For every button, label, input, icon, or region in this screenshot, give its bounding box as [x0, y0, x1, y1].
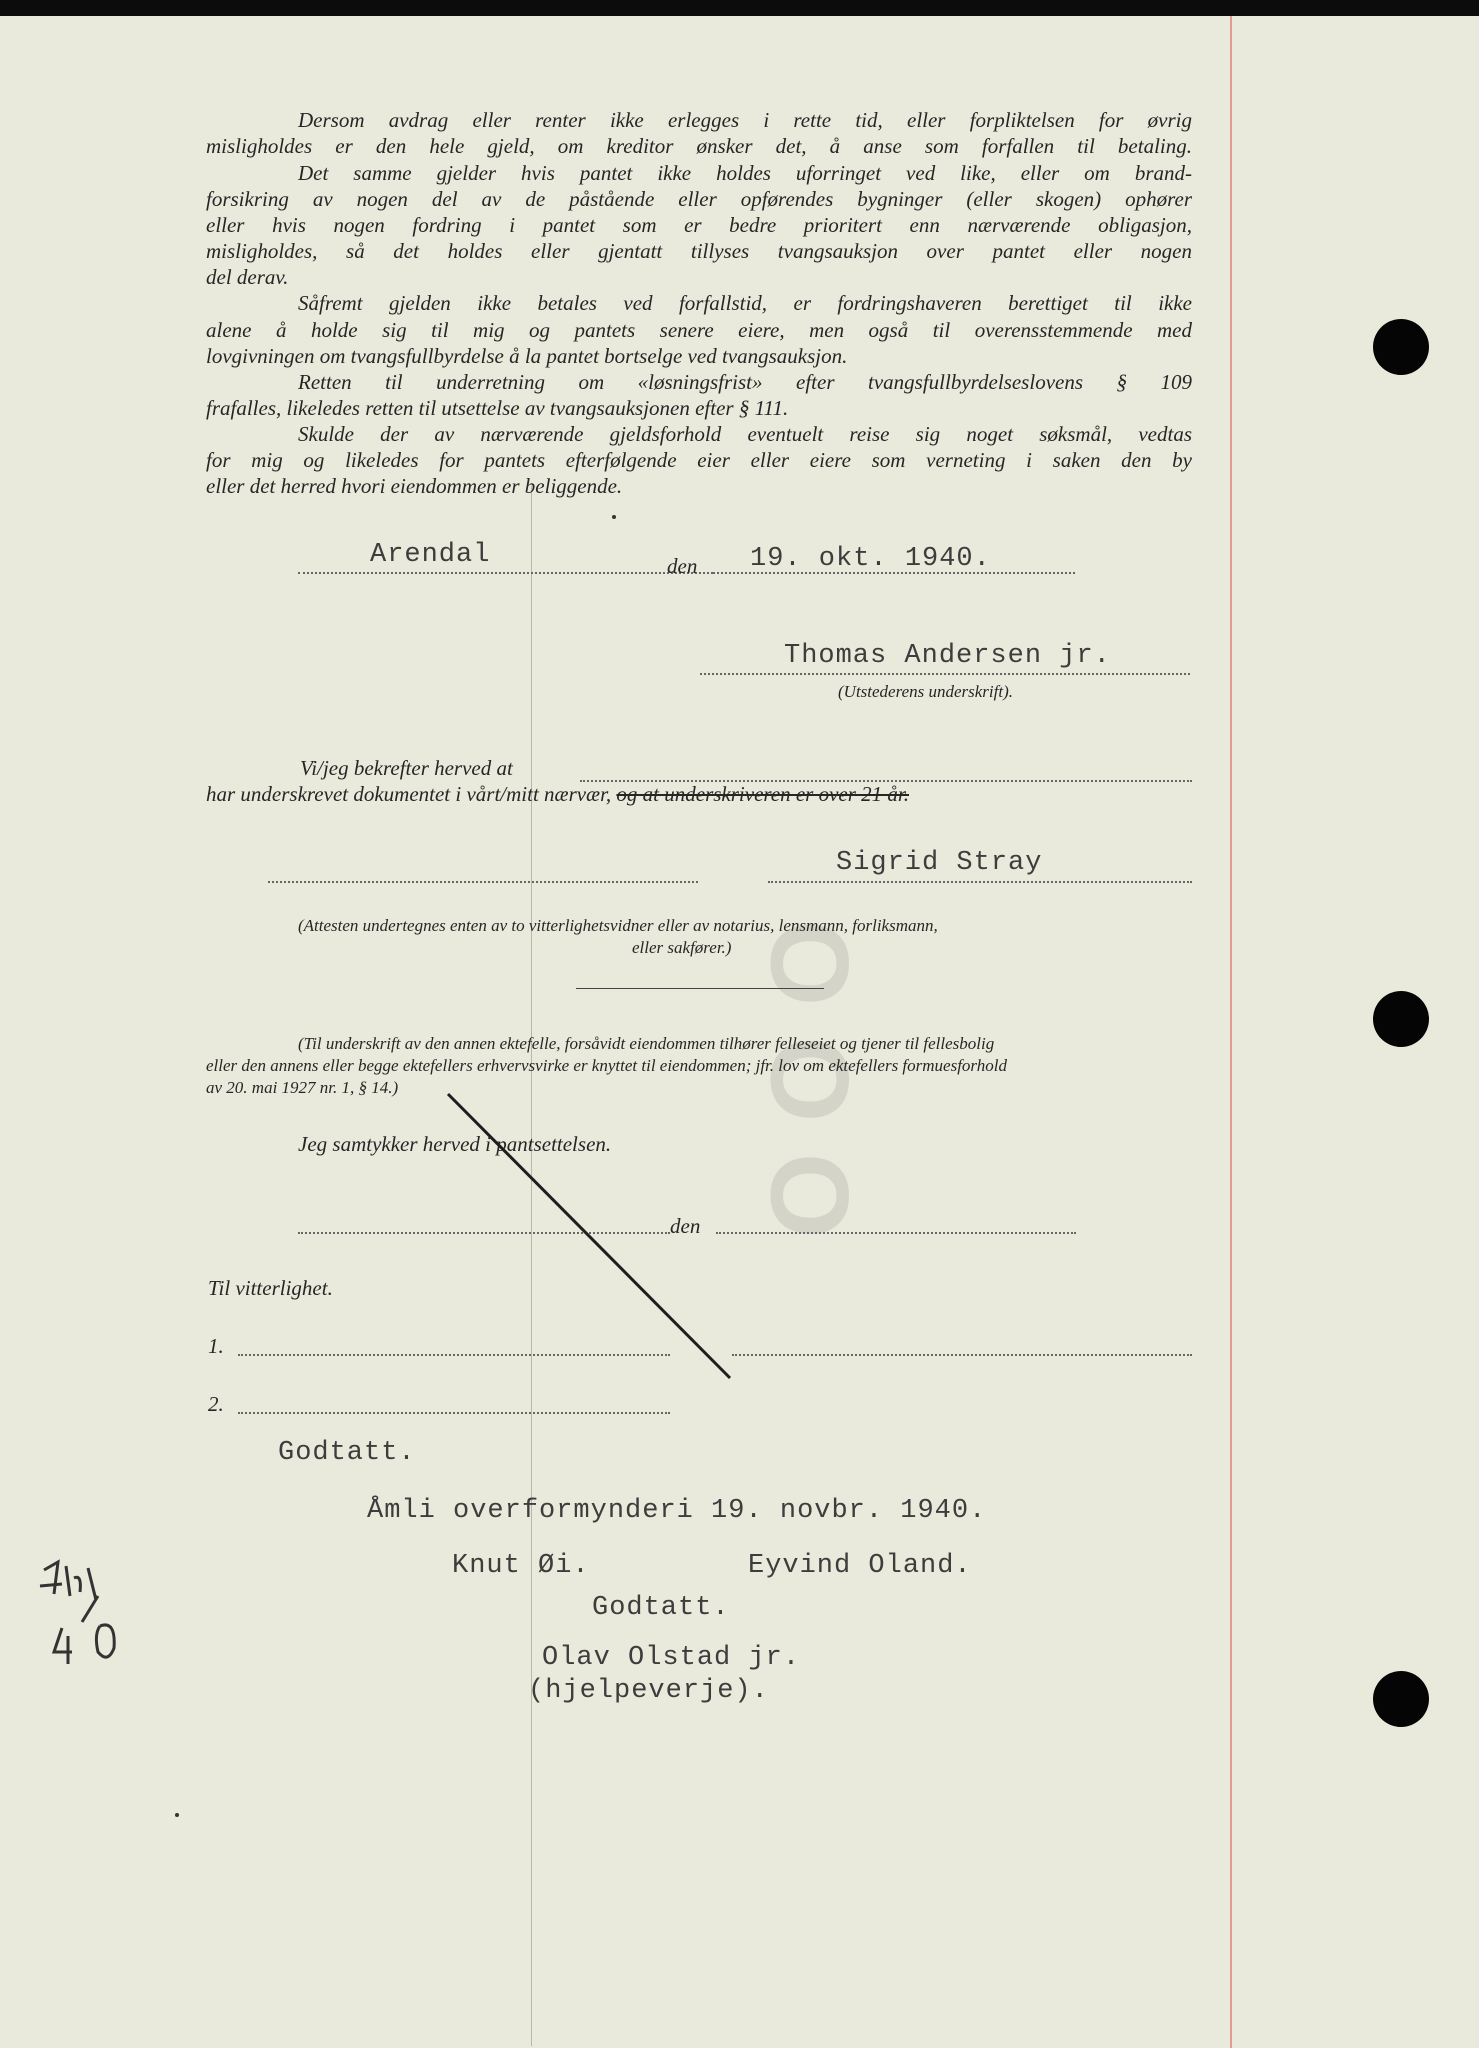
short-rule: [576, 988, 824, 989]
faint-stamp-mark: O O O: [747, 920, 871, 1239]
clause-line: Det samme gjelder hvis pantet ikke holdes uforringet ved like, eller om brand-: [298, 161, 1192, 185]
clause-line: Retten til underretning om «løsningsfrist» efter tvangsfullbyrdelseslovens § 109: [298, 370, 1192, 394]
witness-signature: Sigrid Stray: [836, 848, 1043, 878]
witness-line-2: [238, 1412, 670, 1414]
cross-out-stroke: [440, 1086, 740, 1386]
issue-place: Arendal: [370, 540, 491, 570]
witness-number-1: 1.: [208, 1334, 224, 1358]
approval-authority: Åmli overformynderi 19. novbr. 1940.: [367, 1496, 987, 1526]
clause-line: eller det herred hvori eiendommen er beliggende.: [206, 474, 623, 498]
spouse-dotted-line: [716, 1232, 1076, 1234]
witness-dotted-line: [768, 881, 1192, 883]
approval-signer-2: Eyvind Oland.: [748, 1551, 972, 1581]
clause-line: Dersom avdrag eller renter ikke erlegges i rette tid, eller forpliktelsen for øvrig: [298, 108, 1192, 132]
approval-signer-3: Olav Olstad jr.: [542, 1643, 801, 1673]
clause-line: alene å holde sig til mig og pantets senere eiere, men også til overensstemmende med: [206, 318, 1192, 342]
punch-hole: [1373, 991, 1429, 1047]
clause-line: forsikring av nogen del av de påstående eller opførendes bygninger (eller skogen) ophører: [206, 187, 1192, 211]
clause-line: Skulde der av nærværende gjeldsforhold eventuelt reise sig noget søksmål, vedtas: [298, 422, 1192, 446]
clause-line: Såfremt gjelden ikke betales ved forfallstid, er fordringshaveren berettiget til ikke: [298, 291, 1192, 315]
approval-godtatt: Godtatt.: [278, 1438, 416, 1468]
issuer-signature: Thomas Andersen jr.: [784, 641, 1111, 671]
clause-line: frafalles, likeledes retten til utsettelse av tvangsauksjonen efter § 111.: [206, 396, 789, 420]
issue-date: 19. okt. 1940.: [750, 544, 991, 574]
attest-line-2: har underskrevet dokumentet i vårt/mitt nærvær, og at underskriveren er over 21 år.: [206, 782, 910, 806]
witness-number-2: 2.: [208, 1392, 224, 1416]
spouse-note-1: (Til underskrift av den annen ektefelle, forsåvidt eiendommen tilhører felleseiet og tjener til fellesbolig: [298, 1034, 995, 1053]
signature-caption: (Utstederens underskrift).: [838, 682, 1014, 701]
document-page: [0, 16, 1479, 2048]
den-label-2: den: [670, 1214, 701, 1238]
approval-godtatt-2: Godtatt.: [592, 1593, 730, 1623]
clause-line: misligholdes er den hele gjeld, om kreditor ønsker det, å anse som forfallen til betaling.: [206, 134, 1192, 158]
ink-dot: [612, 515, 616, 519]
spouse-note-3: av 20. mai 1927 nr. 1, § 14.): [206, 1078, 399, 1097]
attest-note-2: eller sakfører.): [632, 938, 732, 957]
place-dotted-line: [298, 572, 713, 574]
clause-line: misligholdes, så det holdes eller gjentatt tillyses tvangsauksjon over pantet eller nogen: [206, 239, 1192, 263]
clause-line: for mig og likeledes for pantets efterfølgende eier eller eiere som verneting i saken den by: [206, 448, 1192, 472]
struck-text: og at underskriveren er over 21 år.: [616, 782, 910, 806]
approval-signer-1: Knut Øi.: [452, 1551, 590, 1581]
ink-dot: [175, 1813, 179, 1817]
punch-hole: [1373, 1671, 1429, 1727]
attest-line-1: Vi/jeg bekrefter herved at: [300, 756, 513, 780]
spouse-consent: Jeg samtykker herved i pantsettelsen.: [298, 1132, 612, 1156]
witnesses-heading: Til vitterlighet.: [208, 1276, 333, 1300]
clause-line: lovgivningen om tvangsfullbyrdelse å la pantet bortselge ved tvangsauksjon.: [206, 344, 848, 368]
attest-note-1: (Attesten undertegnes enten av to vitterlighetsvidner eller av notarius, lensmann, forliksmann,: [298, 916, 938, 935]
den-label: den: [667, 554, 698, 578]
spouse-note-2: eller den annens eller begge ektefellers erhvervsvirke er knyttet til eiendommen; jfr. lov om ektefellers formuesforhold: [206, 1056, 1007, 1075]
margin-handwriting: [36, 1556, 146, 1676]
witness-dotted-line: [268, 881, 698, 883]
clause-line: del derav.: [206, 265, 289, 289]
punch-hole: [1373, 319, 1429, 375]
signature-dotted-line: [700, 673, 1190, 675]
approval-signer-3-role: (hjelpeverje).: [528, 1676, 769, 1706]
witness-line-1b: [732, 1354, 1192, 1356]
clause-line: eller hvis nogen fordring i pantet som er bedre prioritert enn nærværende obligasjon,: [206, 213, 1192, 237]
margin-rule: [1230, 16, 1232, 2048]
